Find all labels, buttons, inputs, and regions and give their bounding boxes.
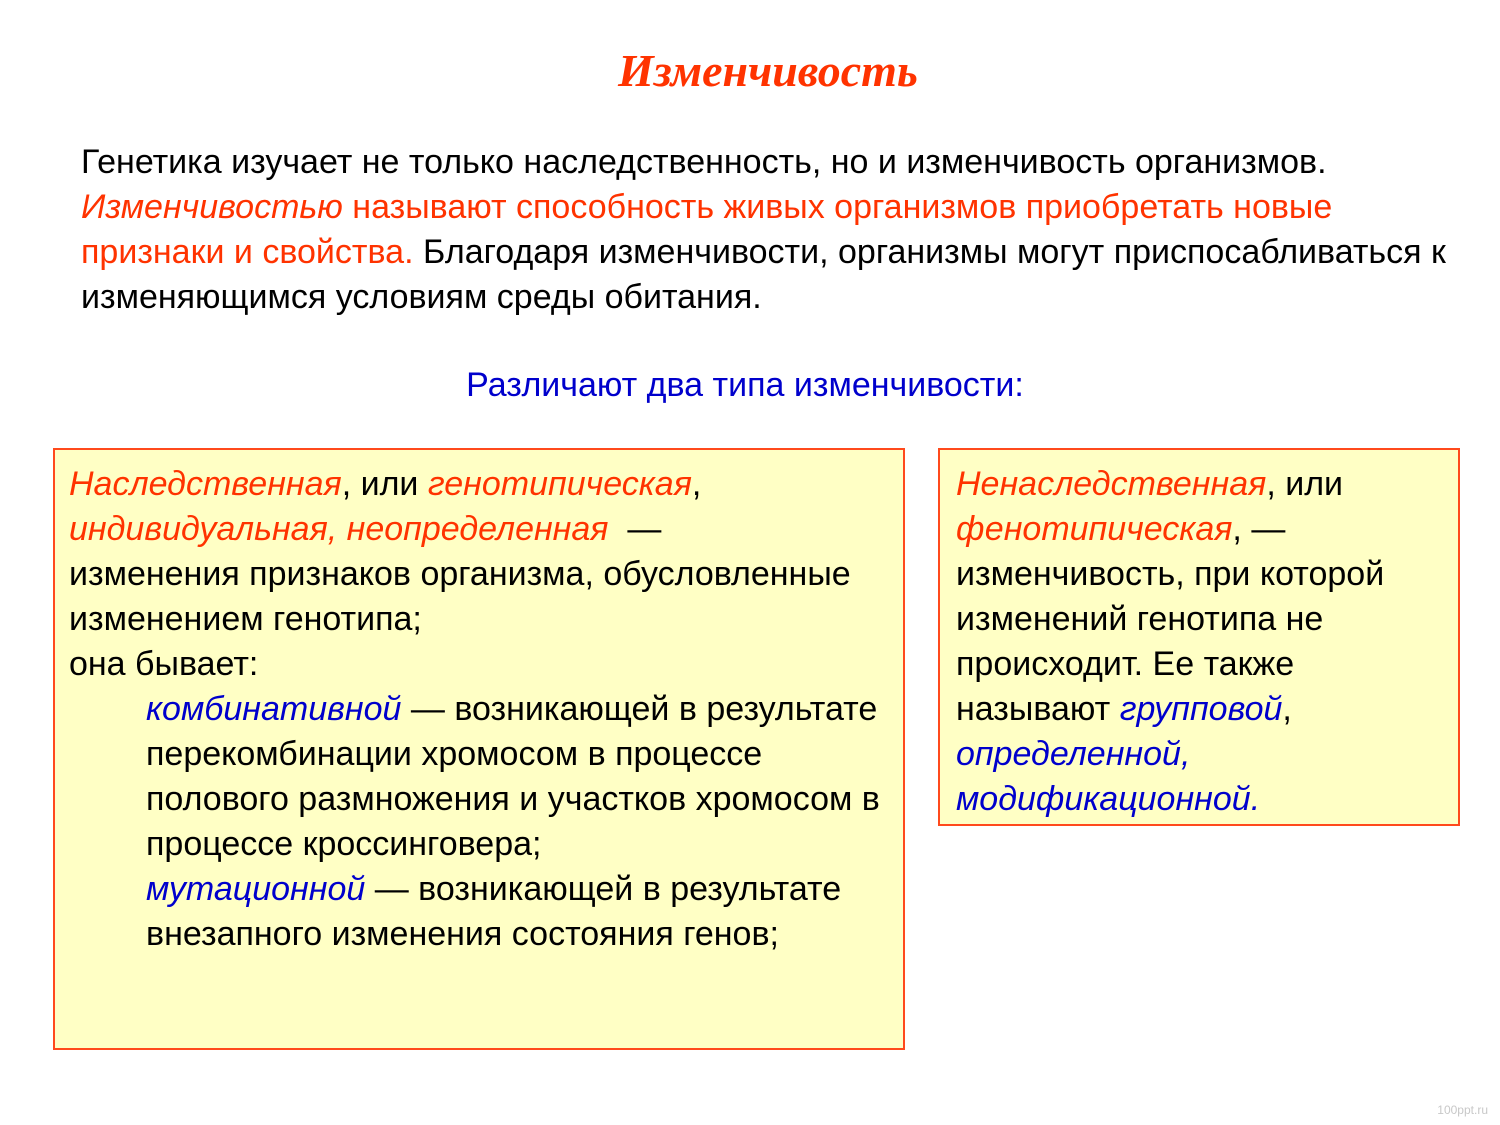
hereditary-heading	[69, 462, 889, 507]
non-hereditary-heading	[956, 462, 1442, 507]
phenotypic-line	[956, 507, 1442, 552]
types-subtitle: Различают два типа изменчивости:	[466, 366, 1024, 404]
non-hereditary-text: изменчивость, при которой изменений генотипа не происходит. Ее также называют	[956, 555, 1385, 728]
genotypic-term: генотипическая	[427, 465, 692, 503]
intro-term: Изменчивостью	[81, 188, 343, 226]
intro-text-part2: Благодаря изменчивости, организмы могут приспосабливаться к изменяющимся условиям среды обитания.	[81, 233, 1446, 316]
watermark: 100ppt.ru	[1437, 1103, 1488, 1117]
definite-term: определенной,	[956, 735, 1191, 773]
non-hereditary-variability-box	[938, 448, 1460, 826]
non-hereditary-sep2: , —	[1232, 510, 1286, 548]
intro-definition: называют способность живых организмов приобретать новые признаки и свойства.	[81, 188, 1333, 271]
mutational-term: мутационной	[146, 870, 366, 908]
combinative-text: — возникающей в результате перекомбинации хромосом в процессе полового размножения и участков хромосом в процессе кроссинговера;	[146, 690, 880, 863]
hereditary-dash: —	[608, 510, 662, 548]
mutational-item	[69, 867, 889, 957]
mutational-text: — возникающей в результате внезапного изменения состояния генов;	[146, 870, 842, 953]
group-term: групповой	[1119, 690, 1283, 728]
non-hereditary-term: Ненаследственная	[956, 465, 1267, 503]
modification-term: модификационной.	[956, 780, 1261, 818]
hereditary-forms-intro: она бывает:	[69, 645, 259, 683]
non-hereditary-definition	[956, 552, 1442, 732]
hereditary-definition: изменения признаков организма, обусловленные изменением генотипа;	[69, 555, 851, 638]
intro-text-part1: Генетика изучает не только наследственность, но и изменчивость организмов.	[81, 143, 1327, 181]
combinative-term: комбинативной	[146, 690, 402, 728]
intro-paragraph	[81, 140, 1461, 320]
phenotypic-term: фенотипическая	[956, 510, 1233, 548]
individual-term: индивидуальная, неопределенная	[69, 510, 609, 548]
slide-title: Изменчивость	[618, 45, 918, 96]
hereditary-sep1: , или	[341, 465, 428, 503]
hereditary-sep2: ,	[691, 465, 702, 503]
hereditary-variability-box	[53, 448, 905, 1050]
non-hereditary-sep1: , или	[1266, 465, 1344, 503]
group-comma: ,	[1282, 690, 1292, 728]
individual-line	[69, 507, 889, 552]
combinative-item	[69, 687, 889, 867]
hereditary-term: Наследственная	[69, 465, 342, 503]
